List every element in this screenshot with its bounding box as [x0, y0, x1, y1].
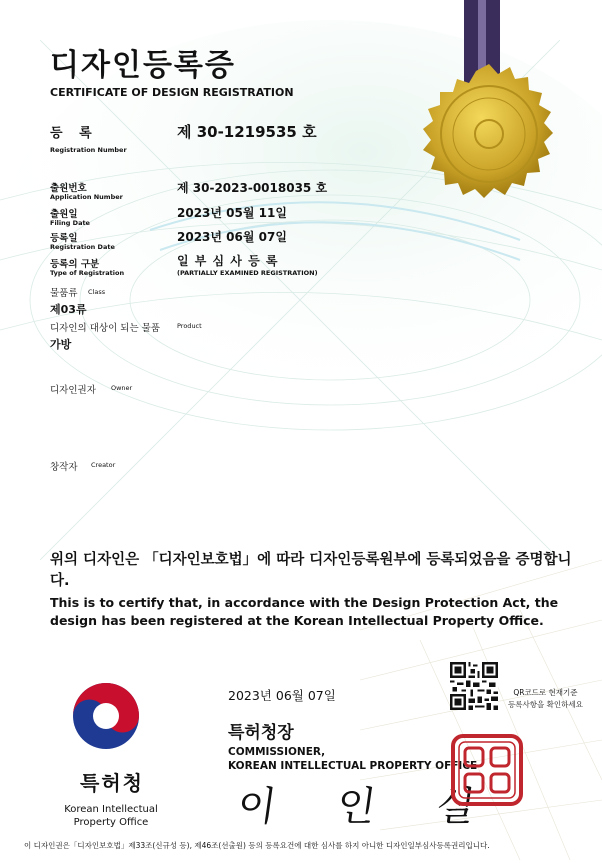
registration-value: 제 30-1219535 호 — [177, 123, 317, 141]
registration-type-value-en: (PARTIALLY EXAMINED REGISTRATION) — [177, 269, 318, 277]
owner-label-en: Owner — [111, 384, 133, 392]
official-seal-stamp — [451, 734, 523, 806]
registration-label-en: Registration Number — [50, 146, 127, 154]
product-label-en: Product — [177, 322, 202, 330]
qr-instruction-line1: QR코드로 현재기준 — [513, 688, 578, 697]
qr-code-icon[interactable] — [450, 662, 498, 710]
class-label-en: Class — [88, 288, 106, 296]
commissioner-title-en-line1: COMMISSIONER, — [228, 746, 326, 758]
registration-date-label-en: Registration Date — [50, 243, 115, 251]
registration-type-label: 등록의 구분 — [50, 259, 100, 270]
creator-label: 창작자 — [50, 462, 78, 473]
class-label: 물품류 — [50, 288, 78, 299]
application-label: 출원번호 — [50, 183, 87, 194]
qr-instructions — [508, 687, 583, 711]
owner-label: 디자인권자 — [50, 385, 96, 396]
gold-seal-emblem — [414, 62, 564, 212]
commissioner-title-en-line2: KOREAN INTELLECTUAL PROPERTY OFFICE — [228, 760, 478, 772]
product-value: 가방 — [50, 338, 72, 351]
certification-text-en: This is to certify that, in accordance with the Design Protection Act, the design has been registered at the Korean Intellectual Property Office. — [50, 595, 559, 628]
class-value: 제03류 — [50, 303, 87, 316]
footer-note: 이 디자인권은「디자인보호법」제33조(신규성 등), 제46조(선출원) 등의 등록요건에 대한 심사를 하지 아니한 디자인일부심사등록권리입니다. — [24, 841, 490, 850]
commissioner-signature: 이 인 실 — [234, 784, 503, 830]
filing-date-label-en: Filing Date — [50, 219, 90, 227]
registration-type-value: 일 부 심 사 등 록 — [177, 254, 279, 268]
kipo-name-en-line1: Korean Intellectual — [64, 804, 158, 815]
filing-date-value: 2023년 05월 11일 — [177, 206, 287, 220]
page-title: 디자인등록증 — [50, 48, 236, 83]
commissioner-title-ko: 특허청장 — [228, 723, 294, 743]
application-label-en: Application Number — [50, 193, 123, 201]
issue-date: 2023년 06월 07일 — [228, 688, 336, 703]
registration-label: 등 록 — [50, 126, 98, 141]
creator-label-en: Creator — [91, 461, 116, 469]
filing-date-label: 출원일 — [50, 209, 78, 220]
qr-instruction-line2: 등록사항을 확인하세요 — [508, 700, 583, 709]
page-subtitle: CERTIFICATE OF DESIGN REGISTRATION — [50, 86, 294, 99]
registration-date-label: 등록일 — [50, 233, 78, 244]
application-value: 제 30-2023-0018035 호 — [177, 181, 328, 195]
kipo-name-en-line2: Property Office — [73, 817, 149, 828]
kipo-logo-icon — [72, 682, 140, 750]
kipo-name-en — [56, 803, 166, 829]
certification-text-ko: 위의 디자인은 「디자인보호법」에 따라 디자인등록원부에 등록되었음을 증명합니다. — [50, 552, 572, 589]
kipo-name-ko: 특허청 — [80, 771, 144, 795]
registration-date-value: 2023년 06월 07일 — [177, 230, 287, 244]
product-label: 디자인의 대상이 되는 물품 — [50, 323, 161, 334]
registration-type-label-en: Type of Registration — [50, 269, 125, 277]
